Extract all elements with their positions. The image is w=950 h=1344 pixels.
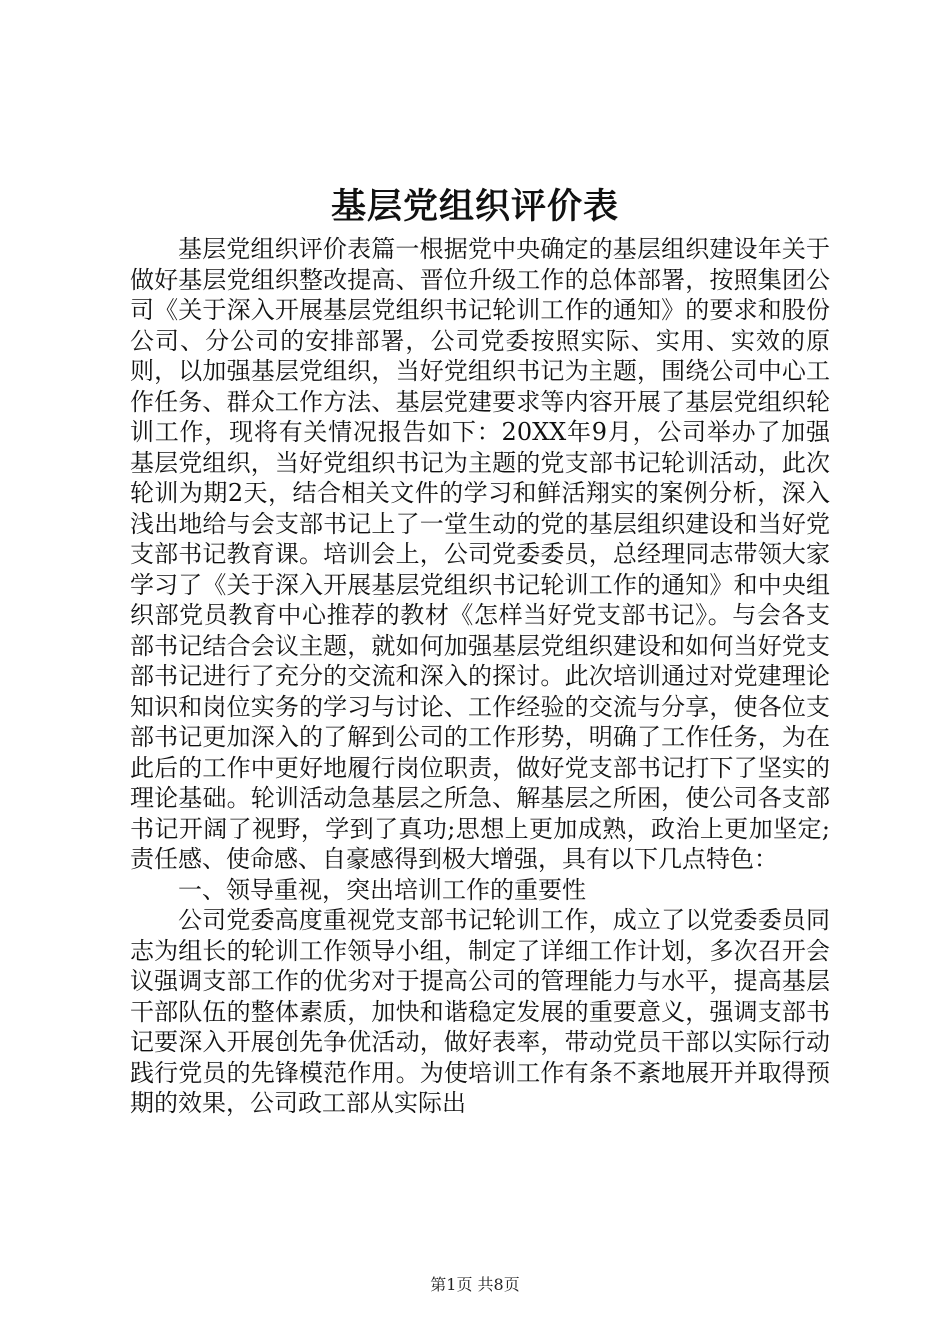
body-paragraph: 基层党组织评价表篇一根据党中央确定的基层组织建设年关于做好基层党组织整改提高、晋位升级工作的总体部署，按照集团公司《关于深入开展基层党组织书记轮训工作的通知》的要求和股份公司、分公司的安排部署，公司党委按照实际、实用、实效的原则，以加强基层党组织，当好党组织书记为主题，围绕公司中心工作任务、群众工作方法、基层党建要求等内容开展了基层党组织轮训工作，现将有关情况报告如下：20XX年9月，公司举办了加强基层党组织，当好党组织书记为主题的党支部书记轮训活动，此次轮训为期2天，结合相关文件的学习和鲜活翔实的案例分析，深入浅出地给与会支部书记上了一堂生动的党的基层组织建设和当好党支部书记教育课。培训会上，公司党委委员，总经理同志带领大家学习了《关于深入开展基层党组织书记轮训工作的通知》和中央组织部党员教育中心推荐的教材《怎样当好党支部书记》。与会各支部书记结合会议主题，就如何加强基层党组织建设和如何当好党支部书记进行了充分的交流和深入的探讨。此次培训通过对党建理论知识和岗位实务的学习与讨论、工作经验的交流与分享，使各位支部书记更加深入的了解到公司的工作形势，明确了工作任务，为在此后的工作中更好地履行岗位职责，做好党支部书记打下了坚实的理论基础。轮训活动急基层之所急、解基层之所困，使公司各支部书记开阔了视野，学到了真功;思想上更加成熟，政治上更加坚定;责任感、使命感、自豪感得到极大增强，具有以下几点特色： <box>130 235 830 873</box>
document-body <box>130 234 830 1119</box>
body-paragraph: 公司党委高度重视党支部书记轮训工作，成立了以党委委员同志为组长的轮训工作领导小组，制定了详细工作计划，多次召开会议强调支部工作的优劣对于提高公司的管理能力与水平，提高基层干部队伍的整体素质，加快和谐稳定发展的重要意义，强调支部书记要深入开展创先争优活动，做好表率，带动党员干部以实际行动践行党员的先锋模范作用。为使培训工作有条不紊地展开并取得预期的效果，公司政工部从实际出 <box>130 906 830 1117</box>
section-heading: 一、领导重视，突出培训工作的重要性 <box>178 875 586 904</box>
page-footer: 第1页 共8页 <box>430 1275 520 1294</box>
document-title: 基层党组织评价表 <box>330 186 619 227</box>
